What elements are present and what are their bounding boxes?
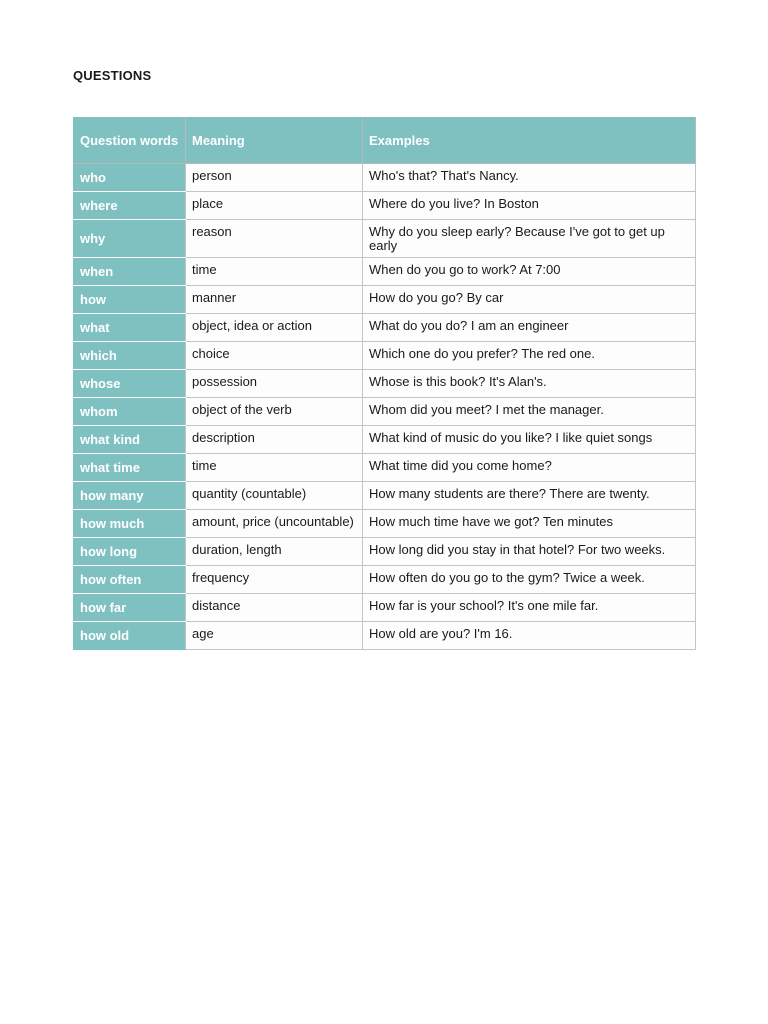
example-cell: When do you go to work? At 7:00 [363, 258, 696, 286]
table-row [74, 164, 696, 192]
table-row [74, 370, 696, 398]
example-cell: Which one do you prefer? The red one. [363, 342, 696, 370]
question-word-cell: how often [74, 566, 186, 594]
table-row [74, 482, 696, 510]
table-row [74, 566, 696, 594]
example-cell: Who's that? That's Nancy. [363, 164, 696, 192]
table-row [74, 220, 696, 258]
question-word-cell: what time [74, 454, 186, 482]
question-word-cell: what [74, 314, 186, 342]
example-cell: How much time have we got? Ten minutes [363, 510, 696, 538]
table-row [74, 594, 696, 622]
meaning-cell: possession [186, 370, 363, 398]
meaning-cell: manner [186, 286, 363, 314]
meaning-cell: description [186, 426, 363, 454]
meaning-cell: person [186, 164, 363, 192]
table-row [74, 314, 696, 342]
table-row [74, 454, 696, 482]
table-row [74, 622, 696, 650]
table-row [74, 426, 696, 454]
question-word-cell: how far [74, 594, 186, 622]
example-cell: How often do you go to the gym? Twice a week. [363, 566, 696, 594]
meaning-cell: time [186, 258, 363, 286]
meaning-cell: place [186, 192, 363, 220]
example-cell: How many students are there? There are twenty. [363, 482, 696, 510]
table-row [74, 258, 696, 286]
question-word-cell: whose [74, 370, 186, 398]
question-words-table [73, 117, 696, 650]
question-word-cell: where [74, 192, 186, 220]
header-question-words: Question words [74, 118, 186, 164]
table-row [74, 286, 696, 314]
table-row [74, 342, 696, 370]
question-word-cell: how long [74, 538, 186, 566]
table-row [74, 510, 696, 538]
table-row [74, 192, 696, 220]
example-cell: Whom did you meet? I met the manager. [363, 398, 696, 426]
example-cell: How old are you? I'm 16. [363, 622, 696, 650]
meaning-cell: age [186, 622, 363, 650]
question-word-cell: why [74, 220, 186, 258]
table-row [74, 398, 696, 426]
meaning-cell: distance [186, 594, 363, 622]
question-word-cell: how old [74, 622, 186, 650]
question-word-cell: who [74, 164, 186, 192]
meaning-cell: object of the verb [186, 398, 363, 426]
meaning-cell: choice [186, 342, 363, 370]
example-cell: Where do you live? In Boston [363, 192, 696, 220]
question-word-cell: when [74, 258, 186, 286]
example-cell: What do you do? I am an engineer [363, 314, 696, 342]
table-row [74, 538, 696, 566]
example-cell: Whose is this book? It's Alan's. [363, 370, 696, 398]
example-cell: Why do you sleep early? Because I've got to get up early [363, 220, 696, 258]
table-header-row [74, 118, 696, 164]
header-meaning: Meaning [186, 118, 363, 164]
question-word-cell: which [74, 342, 186, 370]
question-word-cell: how [74, 286, 186, 314]
page-title: QUESTIONS [73, 68, 152, 83]
question-word-cell: whom [74, 398, 186, 426]
meaning-cell: object, idea or action [186, 314, 363, 342]
example-cell: What time did you come home? [363, 454, 696, 482]
question-word-cell: how much [74, 510, 186, 538]
example-cell: What kind of music do you like? I like quiet songs [363, 426, 696, 454]
meaning-cell: amount, price (uncountable) [186, 510, 363, 538]
question-word-cell: how many [74, 482, 186, 510]
meaning-cell: frequency [186, 566, 363, 594]
meaning-cell: quantity (countable) [186, 482, 363, 510]
question-word-cell: what kind [74, 426, 186, 454]
meaning-cell: time [186, 454, 363, 482]
example-cell: How long did you stay in that hotel? For two weeks. [363, 538, 696, 566]
header-examples: Examples [363, 118, 696, 164]
meaning-cell: duration, length [186, 538, 363, 566]
example-cell: How do you go? By car [363, 286, 696, 314]
example-cell: How far is your school? It's one mile far. [363, 594, 696, 622]
meaning-cell: reason [186, 220, 363, 258]
